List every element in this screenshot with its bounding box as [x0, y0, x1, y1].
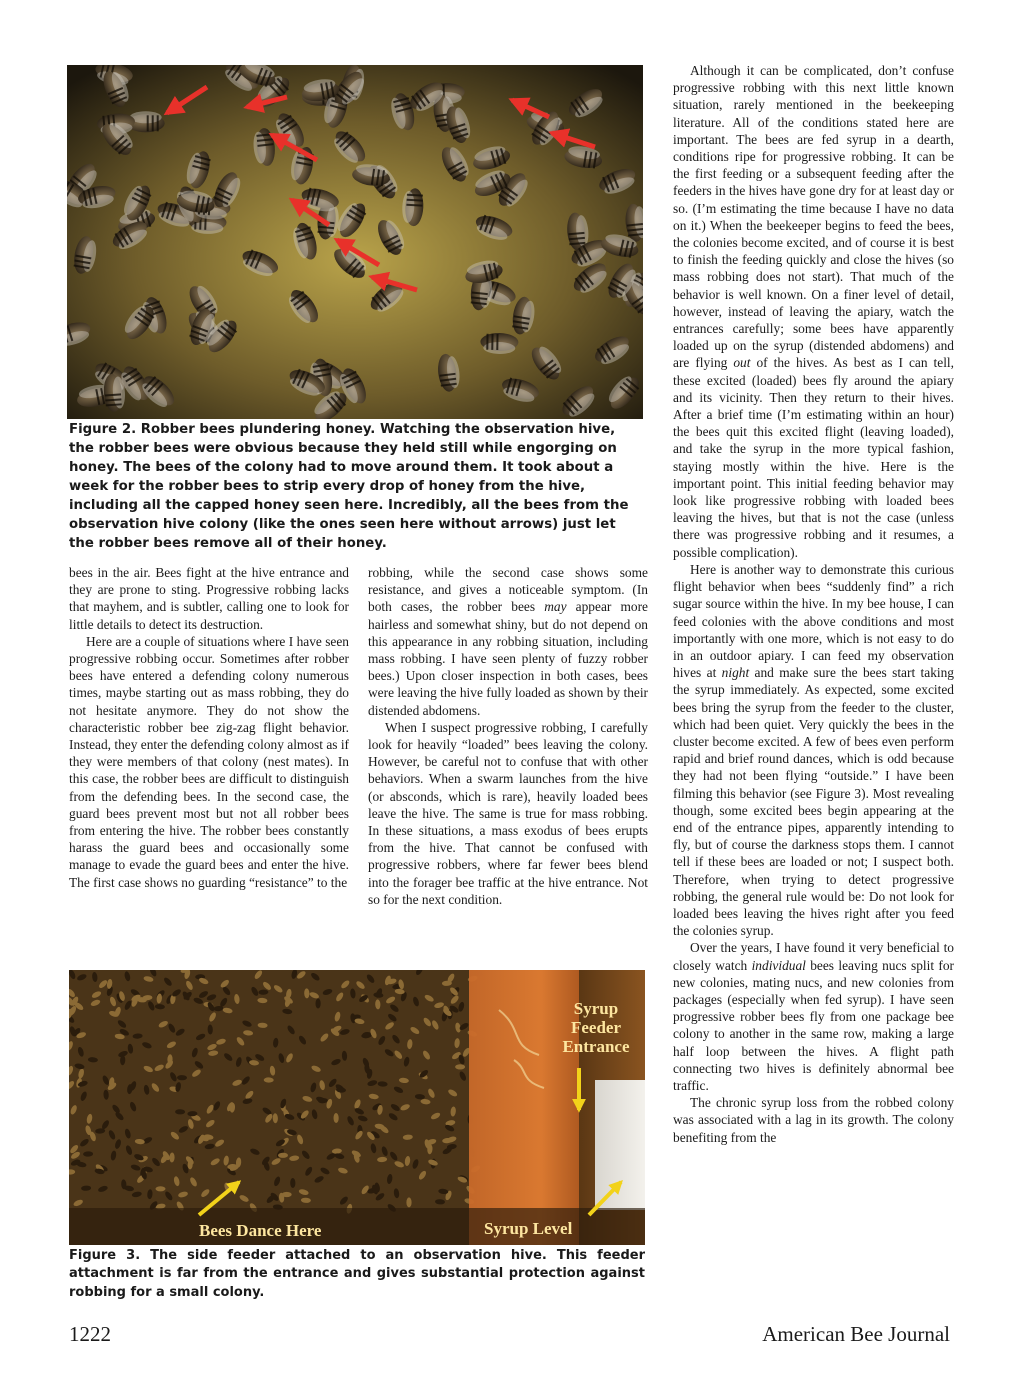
label-syrup: Syrup — [573, 999, 619, 1018]
paragraph: bees in the air. Bees fight at the hive entrance and they are prone to sting. Progressive robbing lacks that mayhem, and is subtler, calling one to look for little details to detect its destruction. — [69, 565, 349, 632]
label-syrup-level: Syrup Level — [484, 1219, 573, 1238]
paragraph: Over the years, I have found it very beneficial to closely watch individual bees leaving nucs split for new colonies, mating nucs, and new colonies from packages (especially when fed syrup). I have seen progressive robber bees fly from one package bee colony to another in the same row, making a large half loop between the hives. A flight path connecting two hives is definitely abnormal bee traffic. — [673, 940, 954, 1093]
figure-3-photo — [69, 970, 645, 1245]
figure-3-caption: Figure 3. The side feeder attached to an observation hive. This feeder attachment is far from the entrance and gives substantial protection against robbing for a small colony. — [69, 1248, 645, 1300]
paragraph: Here is another way to demonstrate this curious flight behavior when bees “suddenly find” a rich sugar source within the hive. In my bee house, I can feed colonies with the above conditions and most importantly with one more, which is not easy to do in an outdoor apiary. I can feed my observation hives at night and make sure the bees start taking the syrup immediately. As expected, some excited bees bring the syrup from the feeder to the cluster, which had been quiet. Very quickly the bees in the cluster become excited. A few of bees even perform rapid and brief round dances, which is odd because they had not been flying “outside.” I have been filming this behavior (see Figure 3). Most revealing though, some excited bees begin appearing at the end of the entrance pipes, apparently intending to fly, but of course the darkness stops them. I cannot tell if these bees are loaded or not; I suspect both. Therefore, when trying to detect progressive robbing, the general rule would be: Do not look for loaded bees leaving the hives right after you feed the colonies syrup. — [673, 561, 954, 939]
label-feeder: Feeder — [570, 1018, 622, 1037]
journal-name: American Bee Journal — [762, 1322, 950, 1346]
label-entrance: Entrance — [562, 1037, 630, 1056]
paragraph: The chronic syrup loss from the robbed colony was associated with a lag in its growth. The colony benefiting from the — [673, 1095, 954, 1145]
paragraph: When I suspect progressive robbing, I carefully look for heavily “loaded” bees leaving the colony. However, be careful not to confuse that with other behaviors. When a swarm launches from the hive (or absconds, which is rare), heavily loaded bees leave the hive. The same is true for mass robbing. In these situations, a mass exodus of bees erupts from the hive. That cannot be confused with progressive robbers, where far fewer bees blend into the forager bee traffic at the hive entrance. Not so for the next condition. — [368, 719, 648, 907]
syrup-jar — [595, 1080, 645, 1210]
bee — [156, 1186, 166, 1191]
article-column-1 — [69, 564, 349, 891]
paragraph: Although it can be complicated, don’t confuse progressive robbing with this next little known situation, rarely mentioned in the beekeeping literature. All of the conditions stated here are important. The bees are fed syrup in a dearth, conditions ripe for progressive robbing. It can be the first feeding or a subsequent feeding after the feeders in the hives have gone dry for at least day or so. (I’m estimating the time because I have no data on it.) When the beekeeper begins to feed the bees, the colonies become excited, and of course it is best to finish the feeding quickly and close the hives (so mass robbing does not start). That much of the behavior is well known. On a finer level of detail, however, instead of leaving the apiary, watch the entrances carefully; some bees have apparently loaded up on the syrup (distended abdomens) and are flying out of the hives. As best as I can tell, these excited (loaded) bees fly around the apiary and its vicinity. Then they return to their hives. After a brief time (I’m estimating within an hour) the bees quit this excited flight (leaving loaded), and take the syrup in the more typical fashion, staying mostly within the hive. Here is the important point. This initial feeding behavior may look like progressive robbing with loaded bees leaving the hives, but that is not the case (unless there was progressive robbing and it resumes, a possible complication). — [673, 63, 954, 560]
page-number: 1222 — [69, 1322, 111, 1346]
paragraph: Here are a couple of situations where I have seen progressive robbing occur. Sometimes after robber bees have entered a defending colony numerous times, maybe starting out as mass robbing, they do not hesitate anymore. They do not show the characteristic robber bee zig-zag flight behavior. Instead, they enter the defending colony almost as if they were members of that colony (nest mates). In this case, the robber bees are difficult to distinguish from the defending bees. In the second case, the guard bees prevent most but not all robber bees from entering the hive. The robber bees constantly harass the guard bees and occasionally some manage to evade the guard bees and enter the hive. The first case shows no guarding “resistance” to the — [69, 633, 350, 890]
figure-2-caption: Figure 2. Robber bees plundering honey. Watching the observation hive, the robber bees were obvious because they held still while engorging on honey. The bees of the colony had to move around them. It took about a week for the robber bees to strip every drop of honey from the hive, including all the capped honey seen here. Incredibly, all the bees from the observation hive colony (like the ones seen here without arrows) just let the robber bees remove all of their honey. — [69, 422, 629, 551]
label-bees-dance-here: Bees Dance Here — [199, 1221, 322, 1240]
bee — [480, 333, 518, 355]
paragraph: robbing, while the second case shows some resistance, and gives a noticeable symptom. (In both cases, the robber bees may appear more hairless and somewhat shiny, but do not depend on this appearance in any robbing situation, including mass robbing. I have seen plenty of fuzzy robber bees.) Upon closer inspection in both cases, bees were leaving the hive fully loaded as shown by their distended abdomens. — [368, 565, 649, 718]
article-column-2 — [368, 564, 648, 908]
bee — [455, 1064, 465, 1069]
robber-bees-photo — [67, 65, 643, 419]
side-feeder-photo — [69, 970, 645, 1245]
article-column-3 — [673, 62, 954, 1146]
bee — [406, 1197, 411, 1207]
figure-2-photo — [67, 65, 643, 419]
